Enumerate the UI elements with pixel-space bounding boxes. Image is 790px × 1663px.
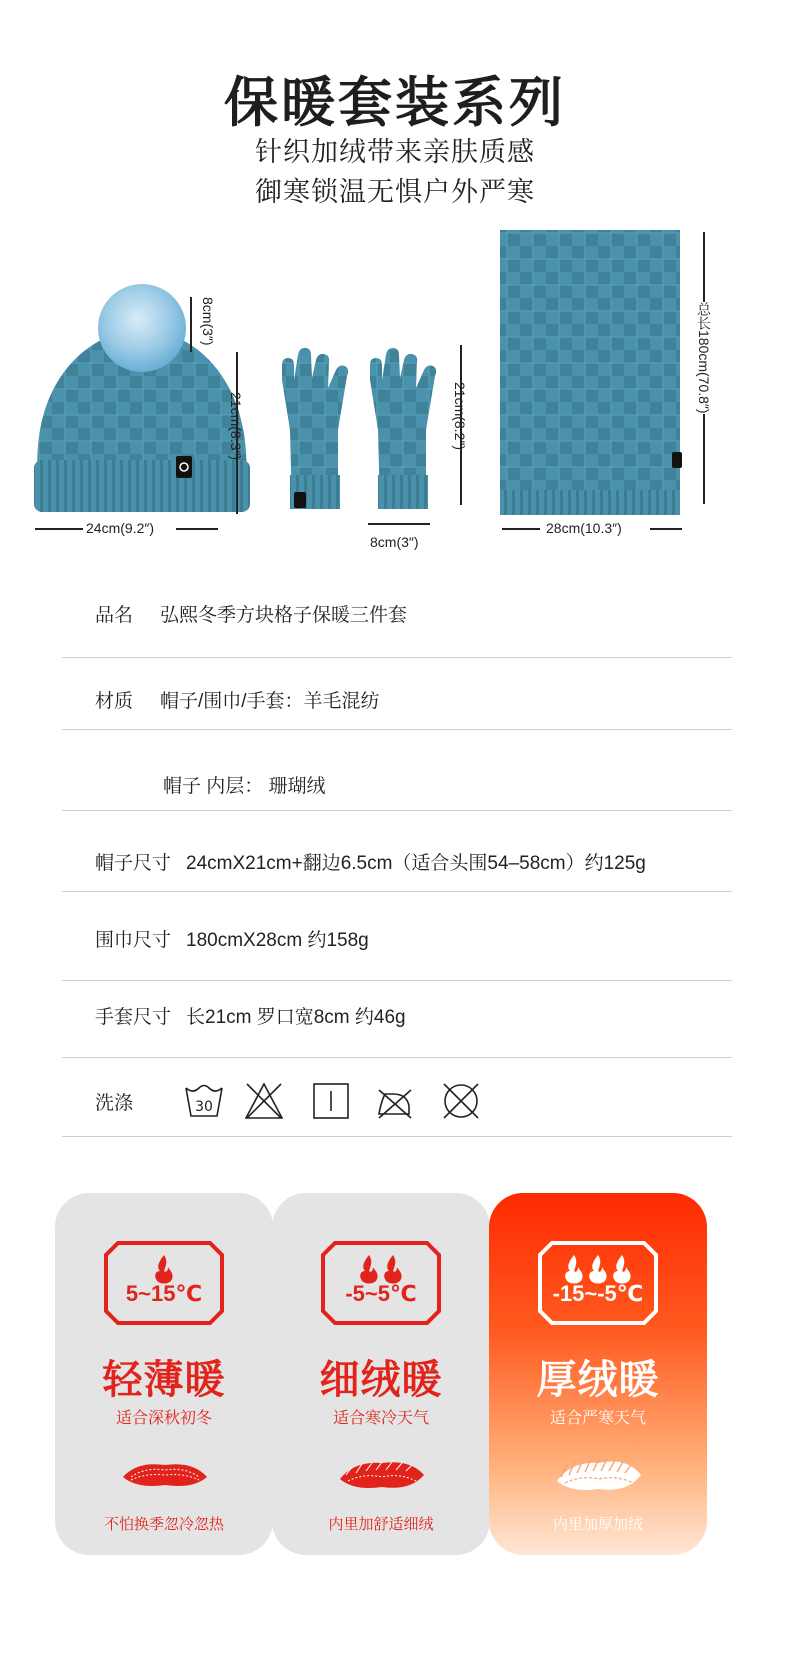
badge-temp: -5~5℃	[345, 1281, 417, 1306]
flame-icon	[565, 1255, 582, 1284]
line-dry-icon	[310, 1080, 352, 1122]
scarf-illustration	[500, 230, 682, 515]
flame-icon	[589, 1255, 606, 1284]
flame-icon	[360, 1255, 377, 1284]
flame-icon	[155, 1255, 172, 1284]
page-title: 保暖套装系列	[224, 73, 566, 133]
warmth-card-fine	[272, 1193, 490, 1555]
card-title: 轻薄暖	[102, 1358, 226, 1402]
badge-temp: -15~-5℃	[552, 1281, 644, 1306]
hat-illustration	[34, 284, 250, 512]
hat-width-dim-line-right	[176, 528, 218, 530]
hat-height-dim: 21cm(8.3″)	[228, 392, 244, 460]
fabric-thick-icon	[551, 1455, 647, 1495]
divider	[62, 1057, 732, 1058]
glove-width-dim: 8cm(3″)	[370, 534, 419, 550]
spec-value: 24cmX21cm+翻边6.5cm（适合头围54–58cm）约125g	[186, 853, 646, 874]
glove-width-dim-line	[368, 523, 430, 525]
spec-label: 围巾尺寸	[95, 930, 172, 951]
spec-row-lining	[0, 771, 790, 801]
hat-pompom-dim: 8cm(3″)	[200, 297, 216, 346]
flame-icon	[613, 1255, 630, 1284]
subtitle-line-2: 御寒锁温无惧户外严寒	[255, 177, 535, 207]
spec-label: 帽子尺寸	[95, 853, 172, 874]
spec-label: 品名	[95, 605, 134, 626]
no-iron-icon	[373, 1080, 415, 1122]
spec-value: 帽子/围巾/手套：羊毛混纺	[160, 691, 380, 712]
card-footer: 不怕换季忽冷忽热	[103, 1516, 224, 1533]
scarf-width-dim-line-left	[502, 528, 540, 530]
divider	[62, 1136, 732, 1137]
spec-row-name	[0, 600, 790, 630]
flame-icon	[384, 1255, 401, 1284]
scarf-length-dim: 总长180cm(70.8″)	[696, 302, 712, 414]
divider	[62, 729, 732, 730]
warmth-card-light	[55, 1193, 273, 1555]
card-subtitle: 适合寒冷天气	[332, 1410, 429, 1427]
card-subtitle: 适合深秋初冬	[115, 1410, 212, 1427]
spec-value: 长21cm 罗口宽8cm 约46g	[186, 1007, 406, 1028]
divider	[62, 980, 732, 981]
card-title: 细绒暖	[319, 1358, 443, 1402]
product-illustration	[0, 220, 790, 560]
glove-length-dim: 21cm(8.2″)	[452, 382, 468, 450]
card-subtitle: 适合严寒天气	[549, 1410, 646, 1427]
spec-label: 洗涤	[95, 1093, 134, 1114]
wash-temp-label: 30	[195, 1099, 213, 1115]
spec-value: 帽子 内层： 珊瑚绒	[163, 776, 326, 797]
spec-row-glove-size	[0, 1002, 790, 1032]
wash-30-icon	[183, 1080, 225, 1122]
spec-value: 180cmX28cm 约158g	[186, 930, 369, 951]
scarf-width-dim-line-right	[650, 528, 682, 530]
badge-temp: 5~15℃	[125, 1281, 203, 1306]
hat-width-dim-line-left	[35, 528, 83, 530]
no-dry-clean-icon	[440, 1080, 482, 1122]
spec-label: 手套尺寸	[95, 1007, 172, 1028]
no-bleach-icon	[243, 1080, 285, 1122]
warmth-card-thick	[489, 1193, 707, 1555]
fabric-fine-icon	[334, 1455, 430, 1495]
hat-width-dim: 24cm(9.2″)	[86, 520, 154, 536]
card-title: 厚绒暖	[536, 1358, 660, 1402]
divider	[62, 657, 732, 658]
spec-value: 弘熙冬季方块格子保暖三件套	[160, 605, 408, 626]
divider	[62, 891, 732, 892]
spec-row-hat-size	[0, 848, 790, 878]
gloves-illustration	[282, 348, 436, 509]
scarf-width-dim: 28cm(10.3″)	[546, 520, 622, 536]
spec-label: 材质	[95, 691, 134, 712]
card-footer: 内里加厚加绒	[552, 1516, 643, 1533]
spec-row-material	[0, 686, 790, 716]
spec-row-scarf-size	[0, 925, 790, 955]
card-footer: 内里加舒适细绒	[328, 1516, 434, 1533]
divider	[62, 810, 732, 811]
subtitle-line-1: 针织加绒带来亲肤质感	[255, 137, 535, 167]
hat-pompom-dim-line	[190, 297, 192, 352]
fabric-thin-icon	[117, 1455, 213, 1495]
